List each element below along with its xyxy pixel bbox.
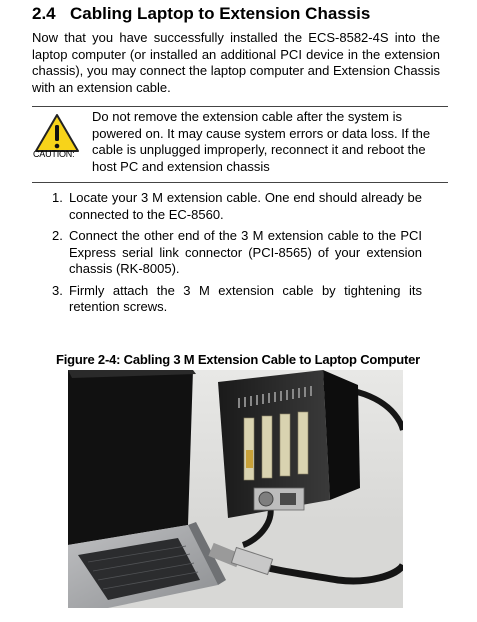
caution-top-divider <box>32 106 448 107</box>
step-text: Firmly attach the 3 M extension cable by tightening its retention screws. <box>69 282 422 314</box>
caution-bottom-divider <box>32 182 448 183</box>
instruction-steps <box>52 190 422 321</box>
list-item <box>52 283 422 316</box>
intro-paragraph: Now that you have successfully installed the ECS-8582-4S into the laptop computer (or installed an additional PCI device in the extension chassis), you may connect the laptop computer and Extension Chassis with an extension cable. <box>32 30 440 95</box>
step-text: Locate your 3 M extension cable. One end should already be connected to the EC-8560. <box>69 190 422 222</box>
step-text: Connect the other end of the 3 M extension cable to the PCI Express serial link connector (PCI-8565) of your extension chassis (RK-8005). <box>69 228 422 276</box>
laptop-chassis-photo <box>68 370 403 608</box>
step-number: 2. <box>52 228 63 243</box>
step-number: 3. <box>52 282 63 298</box>
list-item <box>52 190 422 223</box>
caution-label: CAUTION: <box>33 149 75 159</box>
list-item <box>52 228 422 278</box>
section-title: Cabling Laptop to Extension Chassis <box>70 4 371 23</box>
section-heading <box>32 4 452 24</box>
caution-text: Do not remove the extension cable after the system is powered on. It may cause system errors or data loss. If the cable is unplugged improperly, reconnect it and reboot the host PC and extension chassis <box>92 109 431 174</box>
figure-caption: Figure 2-4: Cabling 3 M Extension Cable to Laptop Computer <box>56 352 420 367</box>
step-number: 1. <box>52 190 63 205</box>
section-number: 2.4 <box>32 4 56 23</box>
